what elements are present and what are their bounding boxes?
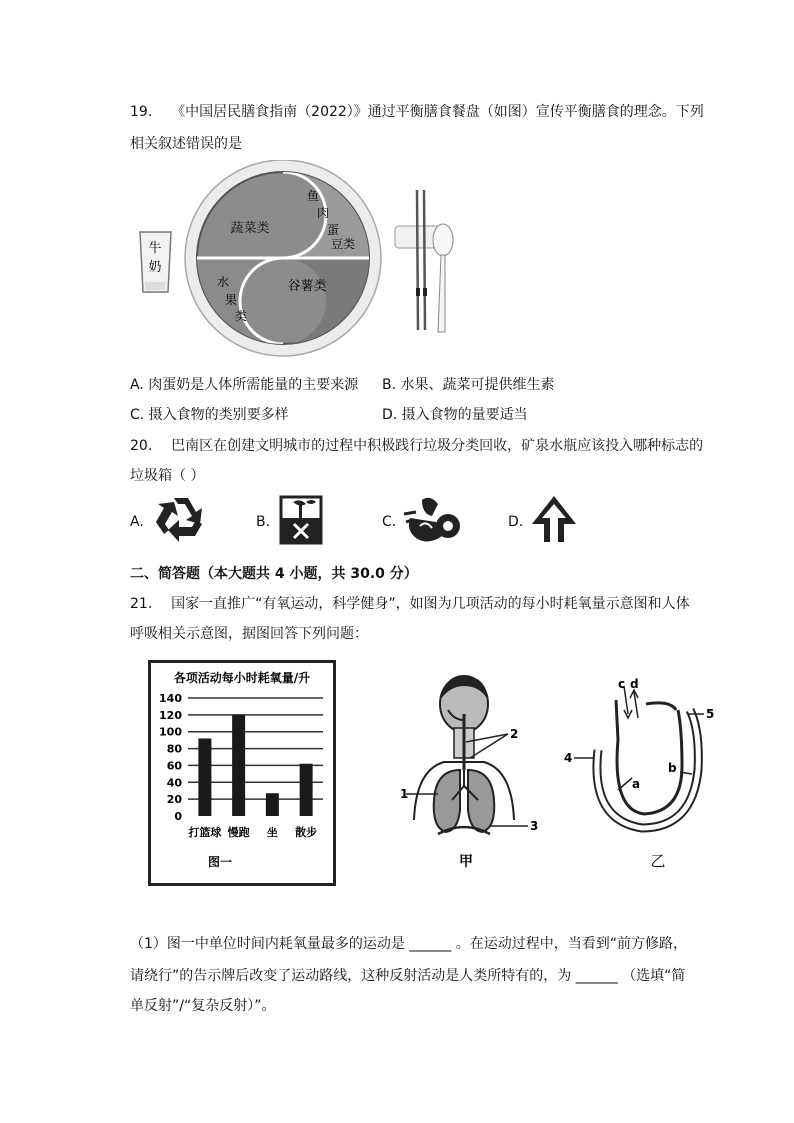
respiratory-system-figure	[394, 670, 550, 876]
meat-label-1: 鱼	[306, 189, 320, 203]
q21-sub1-line2	[130, 966, 685, 986]
y-tick-label: 120	[159, 708, 182, 722]
fruit-label-2: 果	[224, 293, 238, 307]
q20-number: 20.	[130, 438, 153, 454]
q19-stem-text: 《中国居民膳食指南（2022）》通过平衡膳食餐盘（如图）宣传平衡膳食的理念。下列	[171, 104, 704, 120]
grains-label: 谷薯类	[287, 279, 327, 294]
bar-3	[300, 764, 313, 816]
q21-sub1-text-c: 请绕行”的告示牌后改变了运动路线，这种反射活动是人类所特有的，为	[130, 968, 576, 984]
answer-blank-2[interactable]: ______	[575, 968, 618, 984]
hazardous-waste-icon[interactable]	[278, 494, 324, 546]
x-tick-label: 散步	[295, 826, 318, 839]
q19-option-d[interactable]: D. 摄入食物的量要适当	[382, 407, 528, 423]
meat-label-3: 蛋	[326, 223, 340, 237]
yi-label-5: 5	[706, 707, 715, 721]
jia-label-1: 1	[400, 787, 409, 801]
alveolus-capillary-figure	[560, 670, 720, 876]
milk-label-1: 牛	[148, 241, 162, 256]
chart-title: 各项活动每小时耗氧量/升	[173, 671, 311, 685]
y-tick-label: 140	[159, 692, 182, 705]
recycle-icon[interactable]	[152, 494, 210, 546]
x-tick-label: 打篮球	[188, 826, 222, 839]
q20-option-c[interactable]: C.	[382, 514, 397, 530]
x-tick-label: 坐	[266, 826, 278, 839]
kitchen-waste-icon[interactable]	[402, 492, 464, 548]
fig-yi-caption: 乙	[650, 852, 666, 870]
yi-label-4: 4	[564, 751, 573, 765]
chart-caption: 图一	[207, 855, 233, 869]
bar-2	[266, 793, 279, 816]
bar-0	[198, 738, 211, 816]
lungs-icon	[434, 770, 495, 834]
bar-1	[232, 715, 245, 816]
yi-label-c: c	[618, 677, 626, 691]
q20-option-b[interactable]: B.	[256, 514, 271, 530]
chopsticks-spoon-icon	[395, 190, 453, 332]
y-tick-label: 80	[166, 742, 182, 756]
y-tick-label: 0	[174, 810, 182, 823]
jia-label-2: 2	[510, 727, 519, 741]
q20-option-a[interactable]: A.	[130, 514, 144, 530]
q19-option-a[interactable]: A. 肉蛋奶是人体所需能量的主要来源	[130, 377, 359, 393]
meat-label-4: 豆类	[330, 237, 356, 251]
fruit-label-1: 水	[216, 275, 230, 289]
meat-label-2: 肉	[316, 206, 330, 220]
y-tick-label: 60	[166, 759, 182, 773]
q20-stem-line1	[130, 436, 703, 456]
q20-stem-text: 巴南区在创建文明城市的过程中积极践行垃圾分类回收，矿泉水瓶应该投入哪种标志的	[171, 438, 704, 454]
answer-blank-1[interactable]: ______	[409, 936, 452, 952]
q21-sub1-text-a: （1）图一中单位时间内耗氧量最多的运动是	[130, 936, 410, 952]
vegetables-label: 蔬菜类	[230, 221, 270, 236]
q20-stem-line2: 垃圾箱（ ）	[130, 468, 205, 484]
q21-stem-text: 国家一直推广“有氧运动，科学健身”，如图为几项活动的每小时耗氧量示意图和人体	[171, 596, 690, 612]
q21-sub1-line3: 单反射”/“复杂反射）”。	[130, 998, 276, 1014]
yi-label-a: a	[632, 777, 641, 791]
q19-number: 19.	[130, 104, 153, 120]
yi-label-b: b	[668, 761, 677, 775]
fruit-label-3: 类	[234, 309, 248, 323]
q21-sub1-text-d: （选填“简	[617, 968, 686, 984]
jia-label-3: 3	[530, 819, 539, 833]
q21-stem-line1	[130, 594, 690, 614]
x-tick-label: 慢跑	[227, 826, 250, 839]
milk-label-2: 奶	[148, 260, 162, 275]
q21-sub1-line1	[130, 934, 687, 954]
q20-option-d[interactable]: D.	[508, 514, 524, 530]
oxygen-consumption-bar-chart	[148, 660, 336, 886]
q21-sub1-text-b: 。在运动过程中，当看到“前方修路，	[451, 936, 688, 952]
y-tick-label: 20	[166, 793, 182, 807]
balanced-diet-plate-figure	[135, 160, 465, 360]
q19-stem-line1	[130, 102, 704, 122]
yi-label-d: d	[630, 677, 639, 691]
q21-stem-line2: 呼吸相关示意图，据图回答下列问题：	[130, 626, 368, 642]
other-waste-icon[interactable]	[530, 494, 578, 546]
y-tick-label: 40	[166, 776, 182, 790]
section-heading: 二、简答题（本大题共 4 小题，共 30.0 分）	[130, 566, 418, 582]
q19-option-c[interactable]: C. 摄入食物的类别要多样	[130, 407, 289, 423]
human-head-icon	[440, 676, 488, 770]
q19-stem-line2: 相关叙述错误的是	[130, 136, 242, 152]
q21-number: 21.	[130, 596, 153, 612]
q19-option-b[interactable]: B. 水果、蔬菜可提供维生素	[382, 377, 555, 393]
y-tick-label: 100	[159, 725, 182, 739]
fig-jia-caption: 甲	[459, 854, 473, 870]
